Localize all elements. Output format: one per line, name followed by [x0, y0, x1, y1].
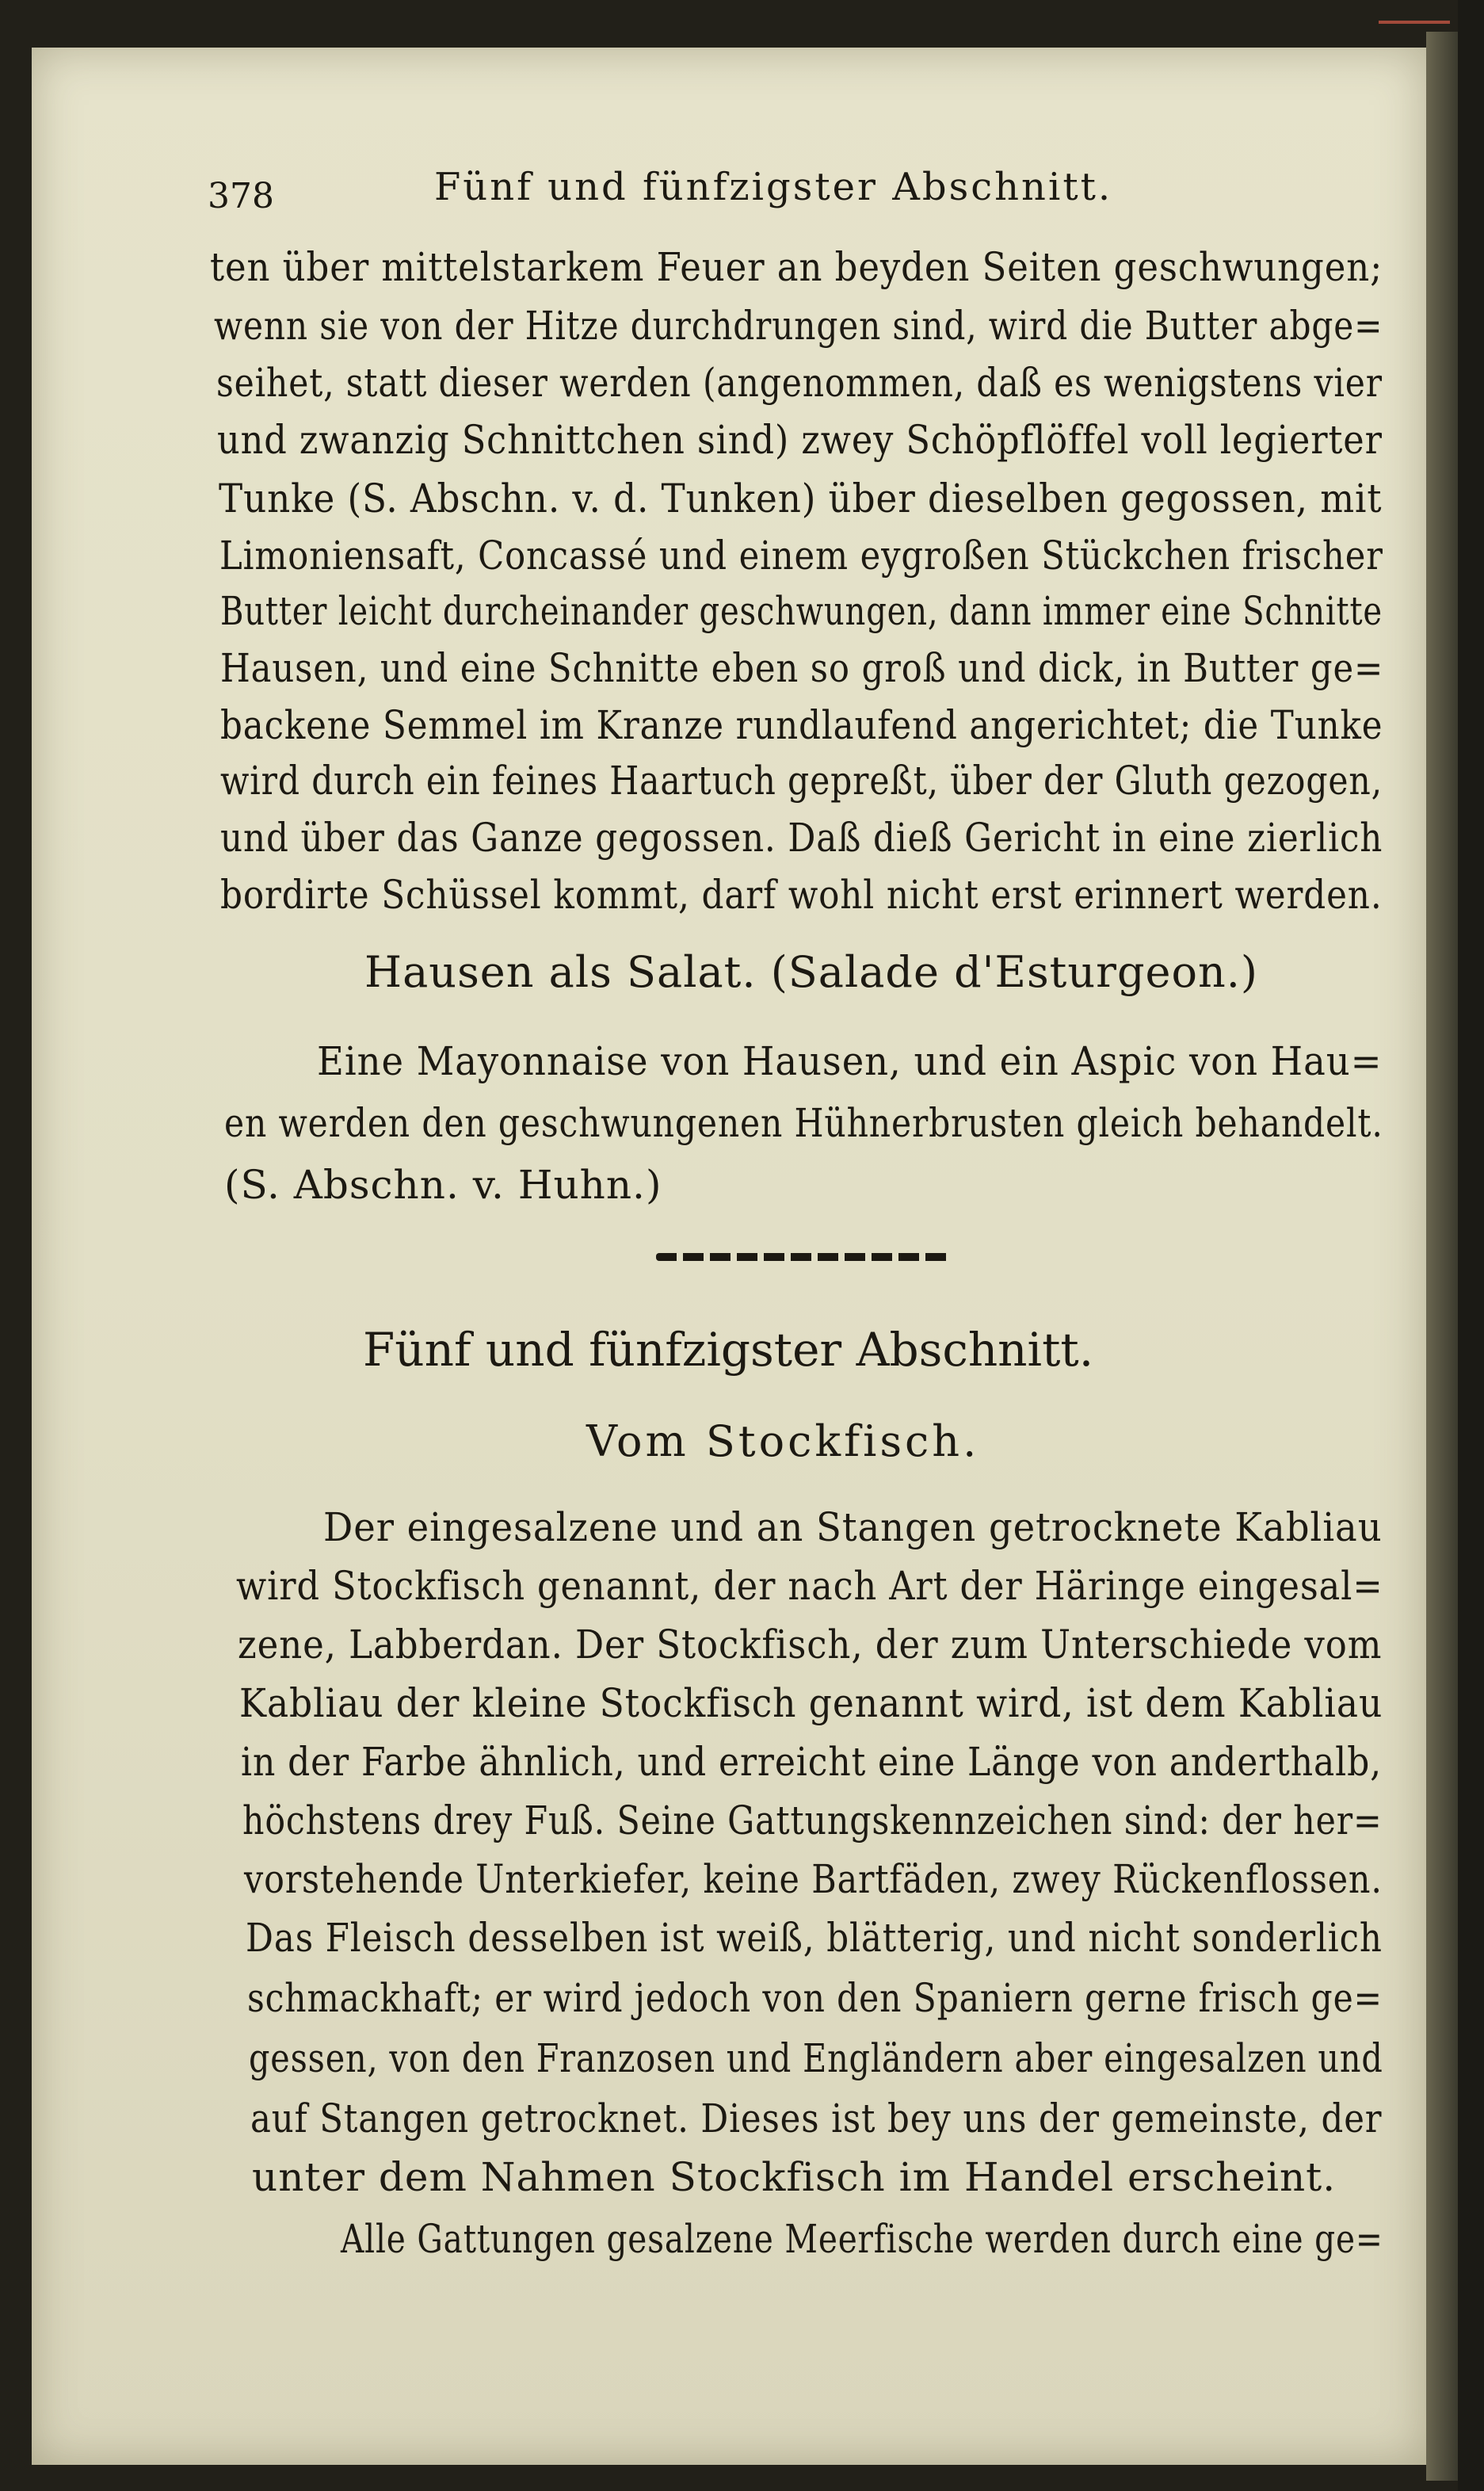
section-divider	[656, 1253, 949, 1261]
body-line: Kabliau der kleine Stockfisch genannt wird, ist dem Kabliau	[239, 1680, 1383, 1726]
salat-heading: Hausen als Salat. (Salade d'Esturgeon.)	[364, 947, 1258, 997]
body-line: ten über mittelstarkem Feuer an beyden Seiten geschwungen;	[210, 244, 1383, 290]
body-line: Das Fleisch desselben ist weiß, blätterig, und nicht sonderlich	[246, 1915, 1383, 1961]
body-line: wenn sie von der Hitze durchdrungen sind, wird die Butter abge=	[214, 303, 1383, 349]
body-line: Der eingesalzene und an Stangen getrocknete Kabliau	[323, 1504, 1383, 1550]
body-line: in der Farbe ähnlich, und erreicht eine Länge von anderthalb,	[241, 1739, 1383, 1785]
body-line: seihet, statt dieser werden (angenommen, daß es wenigstens vier	[216, 360, 1383, 406]
body-line: Butter leicht durcheinander geschwungen, dann immer eine Schnitte	[220, 588, 1383, 634]
body-line: Limoniensaft, Concassé und einem eygroßen Stückchen frischer	[219, 533, 1383, 579]
body-line: Hausen, und eine Schnitte eben so groß und dick, in Butter ge=	[220, 645, 1384, 691]
section-title: Fünf und fünfzigster Abschnitt.	[363, 1323, 1094, 1377]
page-number: 378	[208, 176, 274, 216]
body-line: bordirte Schüssel kommt, darf wohl nicht erst erinnert werden.	[220, 872, 1383, 918]
scan-right-edge	[1458, 0, 1484, 2491]
body-line: Eine Mayonnaise von Hausen, und ein Aspic von Hau=	[317, 1038, 1383, 1084]
body-line: backene Semmel im Kranze rundlaufend angerichtet; die Tunke	[220, 702, 1383, 748]
body-line: en werden den geschwungenen Hühnerbrusten gleich behandelt.	[224, 1100, 1383, 1146]
body-line: gessen, von den Franzosen und Engländern aber eingesalzen und	[249, 2035, 1383, 2081]
body-line: auf Stangen getrocknet. Dieses ist bey uns der gemeinste, der	[250, 2096, 1383, 2141]
body-line: höchstens drey Fuß. Seine Gattungskennzeichen sind: der her=	[242, 1798, 1383, 1843]
body-line: zene, Labberdan. Der Stockfisch, der zum Unterschiede vom	[238, 1622, 1383, 1668]
body-line: (S. Abschn. v. Huhn.)	[224, 1162, 662, 1208]
body-line: und zwanzig Schnittchen sind) zwey Schöpflöffel voll legierter	[217, 417, 1383, 463]
body-line: schmackhaft; er wird jedoch von den Spaniern gerne frisch ge=	[247, 1975, 1383, 2021]
book-gutter	[1426, 32, 1458, 2481]
body-line: wird Stockfisch genannt, der nach Art der Häringe eingesal=	[236, 1563, 1383, 1609]
body-line: Alle Gattungen gesalzene Meerfische werden durch eine ge=	[341, 2216, 1383, 2262]
body-line: und über das Ganze gegossen. Daß dieß Gericht in eine zierlich	[220, 815, 1383, 861]
body-line: unter dem Nahmen Stockfisch im Handel erscheint.	[252, 2154, 1337, 2200]
body-line: wird durch ein feines Haartuch gepreßt, über der Gluth gezogen,	[220, 758, 1383, 804]
section-subtitle: Vom Stockfisch.	[586, 1416, 980, 1466]
running-title: Fünf und fünfzigster Abschnitt.	[434, 165, 1113, 209]
body-line: Tunke (S. Abschn. v. d. Tunken) über dieselben gegossen, mit	[219, 476, 1383, 522]
body-line: vorstehende Unterkiefer, keine Bartfäden, zwey Rückenflossen.	[244, 1856, 1383, 1902]
scan-edge-mark	[1379, 21, 1450, 24]
